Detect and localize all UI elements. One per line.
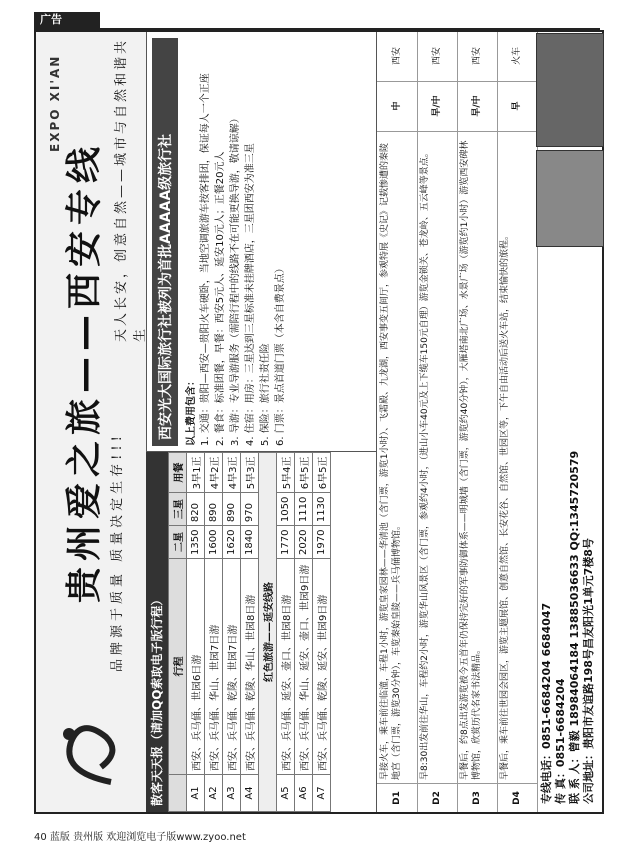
pagoda-photo <box>536 33 604 147</box>
scenery-photo <box>536 150 604 247</box>
day-row: D2 早8:30出发前往华山，车程约2小时，游览华山风景区（含门票，参观约4小时，（进山小车40元及上下缆车150元自理）游览金锁关、苍龙岭、五云峰等景点。 早/中 西安 <box>417 32 458 812</box>
day-row: D3 早餐后，约8点出发游览被今五首年仍保持完好的军事防御体系——明城墙（含门票，游览约40分钟），大雁塔南北广场、水景广场（游览约1小时）游览西安碑林博物馆，欣赏历代名家书法精品。 早/中 西安 <box>457 32 498 812</box>
col-route: 行程 <box>169 558 187 774</box>
include-item: 5. 保险：旅行社责任险 <box>260 343 271 446</box>
include-item: 2. 餐食：标准团餐，早餐：西安5元人、延安10元人；正餐20元人 <box>215 151 226 446</box>
rotated-content <box>36 32 602 812</box>
title-band <box>36 32 147 812</box>
include-item: 6. 门票：景点首道门票（本含自费景点） <box>275 263 286 446</box>
contact-address: 公司地址：贵阳市友谊路198号昌友阳光1单元7楼8号 <box>582 538 595 804</box>
ad-header <box>34 14 600 30</box>
table-row: A3 西安、兵马俑、乾陵、世园7日游 1620 890 4早3正 <box>223 453 241 812</box>
table-row: A1 西安、兵马俑、世园6日游 1350 820 3早1正 <box>187 453 205 812</box>
ad-sheet <box>34 30 604 814</box>
includes-title: 以上费用包含： <box>186 376 197 446</box>
contact-fax: 传 真：0851-6684204 <box>554 678 567 804</box>
schedule-section <box>146 451 376 812</box>
page-footer: 40 蓝版 贵州版 欢迎浏览电子版www.zyoo.net <box>34 832 246 843</box>
include-item: 4. 住宿：用房：三星达到三星标准未挂牌酒店，三星团西安为准三星 <box>245 143 256 446</box>
ad-tag: 广告 <box>34 12 100 28</box>
expo-brand: EXPO XI'AN <box>48 54 62 152</box>
col-meal: 用餐 <box>169 453 187 493</box>
itinerary-days <box>376 32 538 812</box>
table-row: A2 西安、兵马俑、华山、世园7日游 1600 890 4早2正 <box>205 453 223 812</box>
agency-banner: 西安光大国际旅行社被列为首批AAAAA级旅行社 <box>152 38 178 446</box>
table-row: A6 西安、兵马俑、华山、延安、壶口、世园9日游 2020 1110 6早5正 <box>295 453 313 812</box>
price-info <box>146 32 376 452</box>
contact-info <box>536 252 602 812</box>
table-row: A4 西安、兵马俑、乾陵、华山、世园8日游 1840 970 5早3正 <box>241 453 259 812</box>
day-row: D4 早餐后，乘车前往世园会园区，游览主题展馆、创意自然馆、长安花谷、自然馆、世园区等，下午自由活动后送火车站，结束愉快的旅程。 早 火车 <box>497 32 538 812</box>
red-tour-header: 红色旅游——延安线路 <box>259 453 277 812</box>
main-title: 贵州爱之旅——西安专线 <box>64 141 105 604</box>
col-code <box>169 775 187 812</box>
contact-phone: 专线电话：0851-6684204 6684047 <box>540 602 553 804</box>
slogan-left: 品牌源于质量 质量决定生存!!! <box>110 432 125 672</box>
swirl-logo-icon <box>51 712 131 792</box>
col-3star: 三星 <box>169 493 187 526</box>
table-row: A7 西安、兵马俑、乾陵、延安、世园9日游 1970 1130 6早5正 <box>313 453 331 812</box>
schedule-header: 散客天天报（请加QQ索取电子版行程） <box>146 452 168 812</box>
schedule-table <box>168 452 331 812</box>
logo <box>36 692 146 812</box>
col-2star: 二星 <box>169 526 187 559</box>
include-item: 1. 交通：贵阳—西安—贵阳火车硬卧，当地空调旅游车按客排团，保证每人一个正座 <box>200 73 211 446</box>
table-row: A5 西安、兵马俑、延安、壶口、世园8日游 1770 1050 5早4正 <box>277 453 295 812</box>
include-item: 3. 导游：专业导游服务（需陪行程中的线路不在可能更换导游，敬请谅解） <box>230 113 241 446</box>
day-row: D1 早接火车，乘车前往临潼，车程1小时，游览皇家园林——华清池（含门票，游览1小时）、飞霜殿、九龙湖，西安事变五间厅，参观特展《史记》记载惨遭的秦陵地宫（含门票，游览30分钟），车览秦始皇陵——兵马俑博物馆。 中 西安 <box>377 32 418 812</box>
slogan-right: 天人长安，创意自然——城市与自然和谐共生 <box>114 37 148 342</box>
contact-person: 联 系 人：曾毅 18984064184 13885036633 QQ:1345720579 <box>568 450 581 804</box>
